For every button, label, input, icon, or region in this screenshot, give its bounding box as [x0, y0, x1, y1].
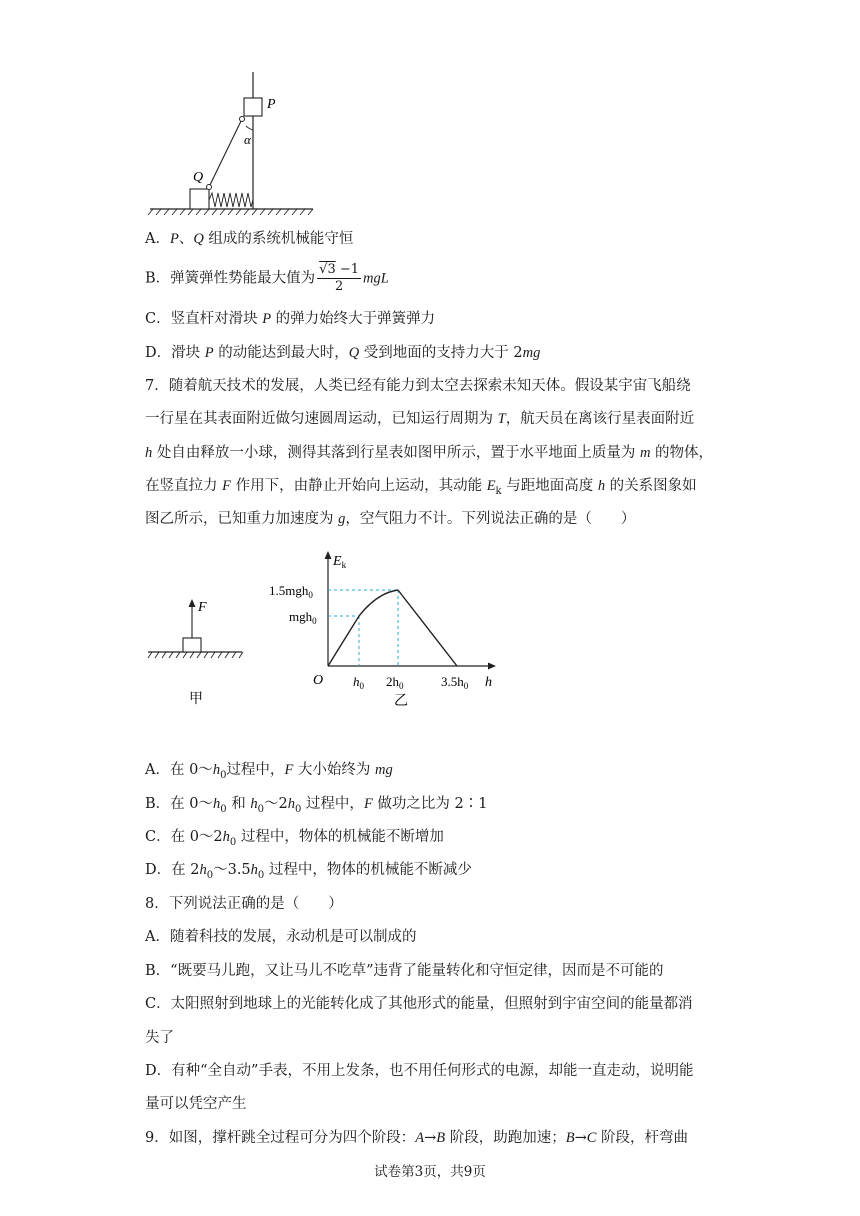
label-alpha: α	[244, 132, 251, 147]
figure-pq-system	[145, 70, 325, 220]
x-tick-h0: $h_0$	[353, 674, 364, 691]
caption-yi: 乙	[394, 694, 408, 709]
q7-line-3: h 处自由释放一小球，测得其落到行星表如图甲所示，置于水平地面上质量为 m 的物体，	[145, 445, 714, 461]
q8-option-a: A．随着科技的发展，永动机是可以制成的	[145, 929, 417, 945]
y-tick-top: 1.5mgh$_0$	[269, 583, 313, 600]
force-label: F	[198, 600, 207, 615]
q7-line-2: 一行星在其表面附近做匀速圆周运动，已知运行周期为 T，航天员在离该行星表面附近	[145, 411, 695, 427]
y-tick-mid: mgh$_0$	[289, 609, 317, 626]
q8-stem: 8．下列说法正确的是（ ）	[145, 896, 343, 912]
x-tick-3-5h0: $3.5h_0$	[441, 674, 469, 691]
figure-jia	[145, 590, 255, 715]
q7-option-c: C．在 $0\sim 2h_0$ 过程中，物体的机械能不断增加	[145, 829, 444, 848]
q9-stem: 9．如图，撑杆跳全过程可分为四个阶段：A→B 阶段，助跑加速；B→C 阶段，杆弯曲	[145, 1130, 689, 1146]
x-axis-label: h	[485, 675, 492, 690]
q8-option-b: B．“既要马儿跑，又让马儿不吃草”违背了能量转化和守恒定律，因而是不可能的	[145, 963, 664, 979]
x-tick-2h0: $2h_0$	[386, 674, 404, 691]
q7-option-a: A．在 $0\sim h_0$过程中，F 大小始终为 mg	[145, 762, 393, 781]
q7-option-d: D．在 $2h_0\sim 3.5h_0$ 过程中，物体的机械能不断减少	[145, 862, 472, 881]
caption-jia: 甲	[189, 692, 203, 707]
label-q: Q	[193, 170, 204, 185]
fraction: $\frac{√3 -1}{2}$	[319, 262, 360, 294]
q6-option-c: C．竖直杆对滑块 P 的弹力始终大于弹簧弹力	[145, 311, 436, 327]
q7-line-4: 在竖直拉力 F 作用下，由静止开始向上运动，其动能 $E_k$ 与距地面高度 h 的关系图象如	[145, 478, 697, 497]
q7-option-b: B．在 $0\sim h_0$ 和 $h_0\sim 2h_0$ 过程中，F 做功之比为 2∶1	[145, 796, 488, 815]
q8-option-c-line1: C．太阳照射到地球上的光能转化成了其他形式的能量，但照射到宇宙空间的能量都消	[145, 996, 693, 1012]
q7-line-5: 图乙所示，已知重力加速度为 g，空气阻力不计。下列说法正确的是（ ）	[145, 511, 636, 527]
q6-option-b: B．弹簧弹性势能最大值为 $\frac{√3 -1}{2}$ mgL	[145, 262, 389, 294]
origin-label: O	[313, 673, 324, 688]
page-footer: 试卷第3页，共9页	[374, 1164, 486, 1180]
q7-line-1: 7．随着航天技术的发展，人类已经有能力到太空去探索未知天体。假设某宇宙飞船绕	[145, 378, 691, 394]
label-p: P	[267, 97, 276, 112]
y-axis-label: $E_k$	[333, 554, 347, 570]
q6-option-d: D．滑块 P 的动能达到最大时，Q 受到地面的支持力大于 2mg	[145, 345, 541, 361]
q8-option-d-line1: D．有种“全自动”手表，不用上发条，也不用任何形式的电源，却能一直走动，说明能	[145, 1063, 694, 1079]
q8-option-d-line2: 量可以凭空产生	[145, 1096, 247, 1112]
q8-option-c-line2: 失了	[145, 1030, 174, 1046]
q6-option-a: A．P、Q 组成的系统机械能守恒	[145, 231, 354, 247]
figure-yi-graph	[265, 545, 505, 710]
